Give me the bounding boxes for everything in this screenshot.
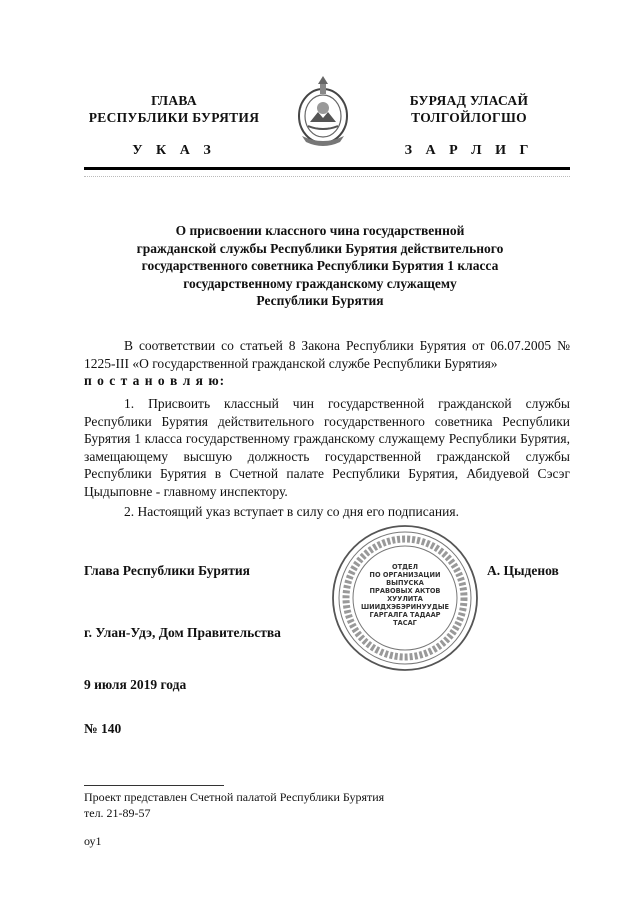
decree-number: № 140 xyxy=(84,721,122,736)
stamp-line: ГАРГАЛГА ТАДААР xyxy=(369,611,441,619)
header-dotted-line xyxy=(84,176,570,179)
intro-paragraph: В соответствии со статьей 8 Закона Республики Бурятия от 06.07.2005 № 1225-III «О государственной гражданской службе Республики Бурятия» xyxy=(84,338,570,371)
issuer-right-line1: БУРЯАД УЛАСАЙ xyxy=(409,93,529,108)
signatory-position: Глава Республики Бурятия xyxy=(84,563,250,578)
issuer-right xyxy=(384,92,554,126)
issuer-right-line2: ТОЛГОЙЛОГШО xyxy=(411,110,527,125)
stamp-line: ШИИДХЭБЭРИНУУДЫЕ xyxy=(360,603,450,611)
signing-date: 9 июля 2019 года xyxy=(84,677,187,692)
stamp-line: ХУУЛИТА xyxy=(387,595,423,603)
title-line: государственного советника Республики Бурятия 1 класса xyxy=(141,258,499,273)
stamp-line: ВЫПУСКА xyxy=(386,579,424,587)
title-line: Республики Бурятия xyxy=(256,293,384,308)
header-divider xyxy=(84,167,570,170)
title-line: О присвоении классного чина государственной xyxy=(175,223,465,238)
footnote-divider xyxy=(84,785,224,786)
official-stamp xyxy=(330,523,480,673)
doc-type-left: У К А З xyxy=(132,143,216,158)
title-line: гражданской службы Республики Бурятия действительного xyxy=(136,240,504,256)
title-line: государственному гражданскому служащему xyxy=(183,275,457,291)
document-title xyxy=(120,222,520,310)
decree-item-1: 1. Присвоить классный чин государственной гражданской службы Республики Бурятия действительного государственного советника Республики Бурятия 1 класса государственному гражданскому служащему Республики Бурятия, замещающему высшую должность государственной гражданской службы Республики Бурятия в Счетной палате Республики Бурятия, Абидуевой Сэсэг Цыдыповне - главному инспектору. xyxy=(84,396,570,499)
stamp-line: ПО ОРГАНИЗАЦИИ xyxy=(369,571,441,579)
project-note: Проект представлен Счетной палатой Республики Бурятия xyxy=(84,790,385,804)
stamp-line: ОТДЕЛ xyxy=(392,563,418,571)
signatory-name: А. Цыденов xyxy=(487,563,559,578)
issuer-left-line1: ГЛАВА xyxy=(151,93,197,108)
decree-item-2: 2. Настоящий указ вступает в силу со дня его подписания. xyxy=(124,504,459,519)
contact-phone: тел. 21-89-57 xyxy=(84,806,151,820)
stamp-line: ТАСАГ xyxy=(393,619,417,627)
stamp-line: ПРАВОВЫХ АКТОВ xyxy=(369,587,441,595)
coat-of-arms-emblem xyxy=(288,72,358,152)
doc-type-right: З А Р Л И Г xyxy=(404,143,534,158)
signing-place: г. Улан-Удэ, Дом Правительства xyxy=(84,625,281,640)
decree-word: п о с т а н о в л я ю: xyxy=(84,373,226,388)
issuer-left-line2: РЕСПУБЛИКИ БУРЯТИЯ xyxy=(88,110,260,125)
document-code: оу1 xyxy=(84,834,102,848)
issuer-left xyxy=(84,92,264,126)
